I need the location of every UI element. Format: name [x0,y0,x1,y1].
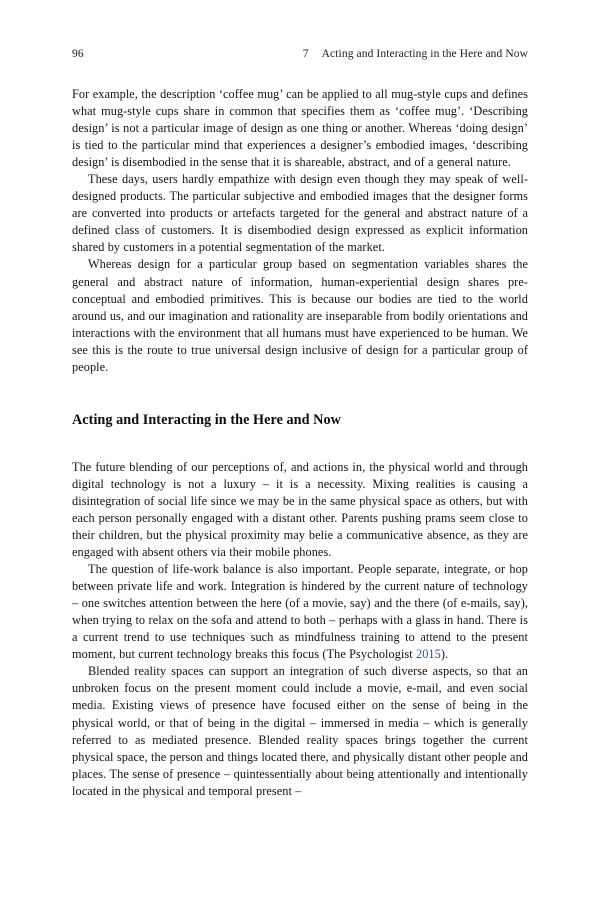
running-head-title-group [303,46,528,62]
chapter-number: 7 [302,48,309,60]
paragraph-2: These days, users hardly empathize with design even though they may speak of well-designed products. The particular subjective and embodied images that the designer forms are converted into products or artefacts targeted for the general and abstract nature of a defined class of customers. It is disembodied design expressed as explicit information shared by customers in a potential segmentation of the market. [72,172,528,255]
heading-space-after [72,429,528,459]
heading-space-before [72,376,528,411]
paragraph-3: Whereas design for a particular group based on segmentation variables shares the general and abstract nature of information, human-experiential design shares pre-conceptual and embodied primitives. This is because our bodies are tied to the world around us, and our imagination and rationality are inseparable from bodily orientations and interactions with the environment that all humans must have experienced to be human. We see this is the route to true universal design inclusive of design for a particular group of people. [72,257,528,374]
page-number: 96 [72,48,84,60]
paragraph-5 [72,561,528,663]
paragraph-5-text-after-citation: ). [440,647,449,662]
text-column [72,86,528,800]
paragraph-4: The future blending of our perceptions of, and actions in, the physical world and through digital technology is not a luxury – it is a necessity. Mixing realities is causing a disintegration of social life since we may be in the same physical space as others, but with each person personally engaged with a distant other. Parents pushing prams seem close to their children, but the physical proximity may belie a communicative absence, as they are engaged with absent others via their mobile phones. [72,459,528,560]
paragraph-5-text-before-citation: The question of life-work balance is also important. People separate, integrate, or hop between private life and work. Integration is hindered by the current nature of technology – one switches attention between the here (of a movie, say) and the there (of e-mails, say), when trying to relax on the sofa and attend to both – perhaps with a glass in hand. There is a current trend to use techniques such as mindfulness training to attend to the present moment, but current technology breaks this focus (The Psychologist [72,562,528,662]
chapter-title: Acting and Interacting in the Here and Now [321,48,528,60]
citation-year-link[interactable]: 2015 [416,647,441,662]
running-head [72,46,528,64]
paragraph-6: Blended reality spaces can support an integration of such diverse aspects, so that an unbroken focus on the present moment could include a movie, e-mail, and even social media. Existing views of presence have focused either on the sense of being in the physical world, or that of being in the digital – immersed in media – which is generally referred to as mediated presence. Blended reality spaces brings together the current physical space, the person and things located there, and physically distant other people and places. The sense of presence – quintessentially about being attentionally and intentionally located in the physical and temporal present – [72,664,528,798]
section-heading: Acting and Interacting in the Here and Now [72,411,341,428]
paragraph-1: For example, the description ‘coffee mug’ can be applied to all mug-style cups and defines what mug-style cups share in common that specifies them as ‘coffee mug’. ‘Describing design’ is not a particular image of design as one thing or another. Whereas ‘doing design’ is tied to the particular mind that experiences a designer’s embodied images, ‘describing design’ is disembodied in the sense that it is shareable, abstract, and of a general nature. [72,87,528,170]
